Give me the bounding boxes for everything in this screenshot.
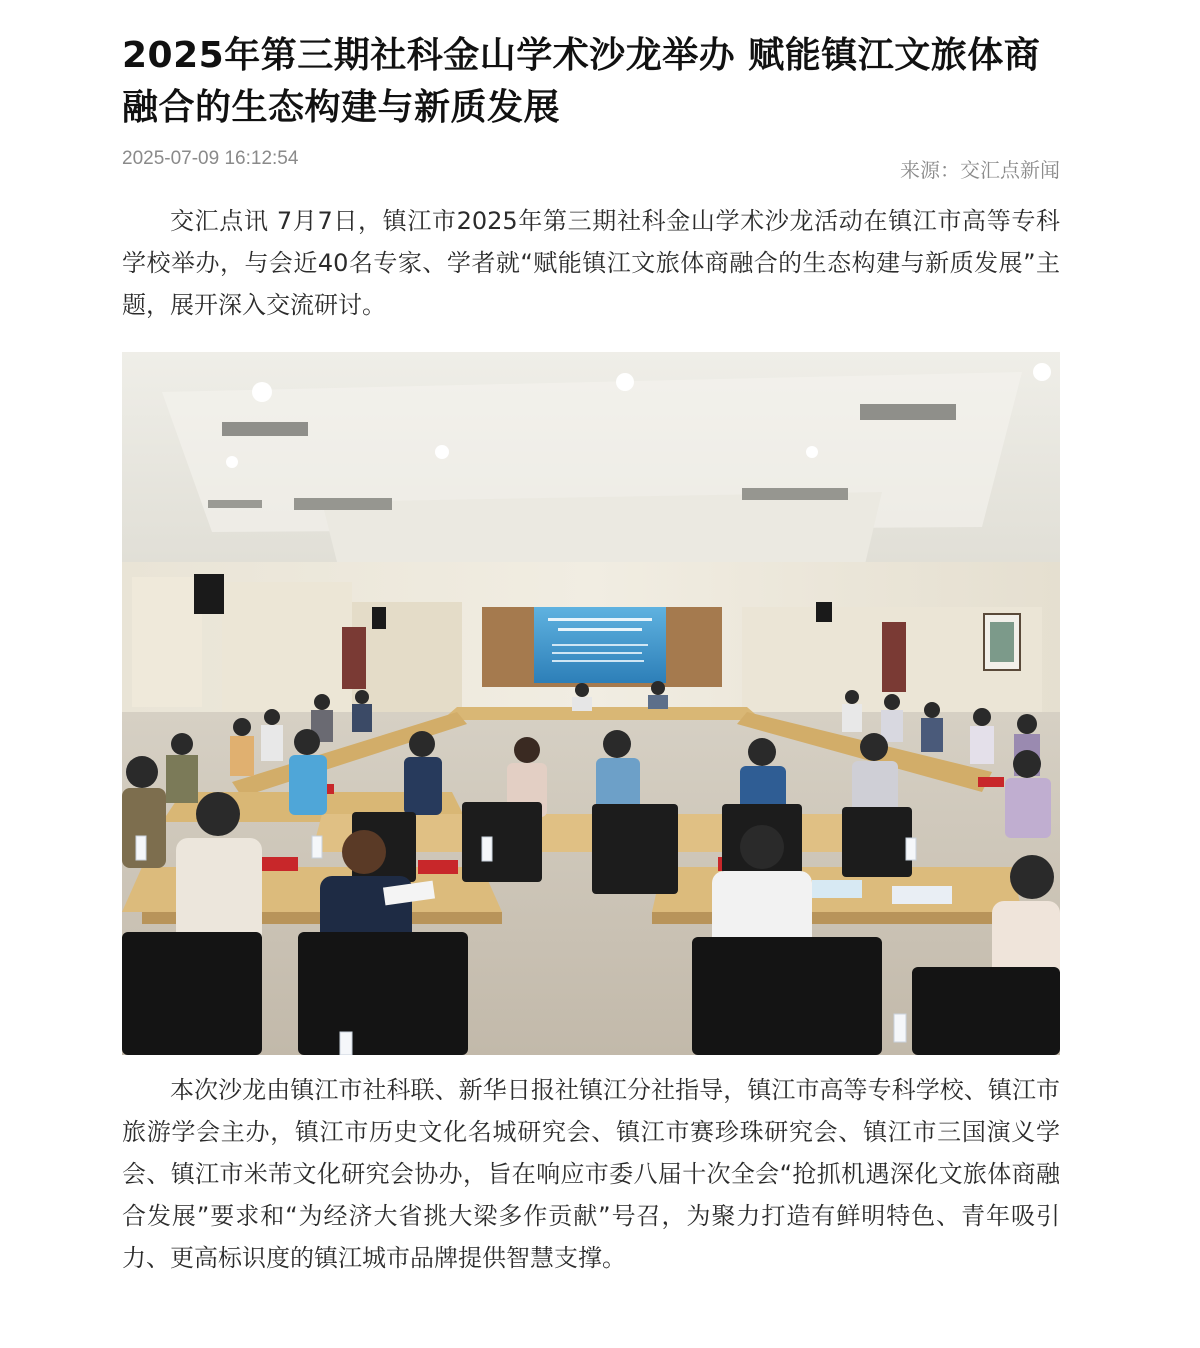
article: [122, 30, 1060, 1279]
article-title: 2025年第三期社科金山学术沙龙举办 赋能镇江文旅体商融合的生态构建与新质发展: [122, 35, 1041, 128]
article-paragraph-2: 本次沙龙由镇江市社科联、新华日报社镇江分社指导，镇江市高等专科学校、镇江市旅游学会主办，镇江市历史文化名城研究会、镇江市赛珍珠研究会、镇江市三国演义学会、镇江市米芾文化研究会协办，旨在响应市委八届十次全会“抢抓机遇深化文旅体商融合发展”要求和“为经济大省挑大梁多作贡献”号召，为聚力打造有鲜明特色、青年吸引力、更高标识度的镇江城市品牌提供智慧支撑。: [122, 1076, 1060, 1272]
article-paragraph-1: 交汇点讯 7月7日，镇江市2025年第三期社科金山学术沙龙活动在镇江市高等专科学校举办，与会近40名专家、学者就“赋能镇江文旅体商融合的生态构建与新质发展”主题，展开深入交流研讨。: [122, 207, 1060, 319]
publish-datetime: 2025-07-09 16:12:54: [122, 148, 299, 169]
article-meta: [122, 144, 1060, 184]
article-source: 来源：交汇点新闻: [900, 158, 1060, 182]
meeting-photo: [122, 352, 1060, 1055]
